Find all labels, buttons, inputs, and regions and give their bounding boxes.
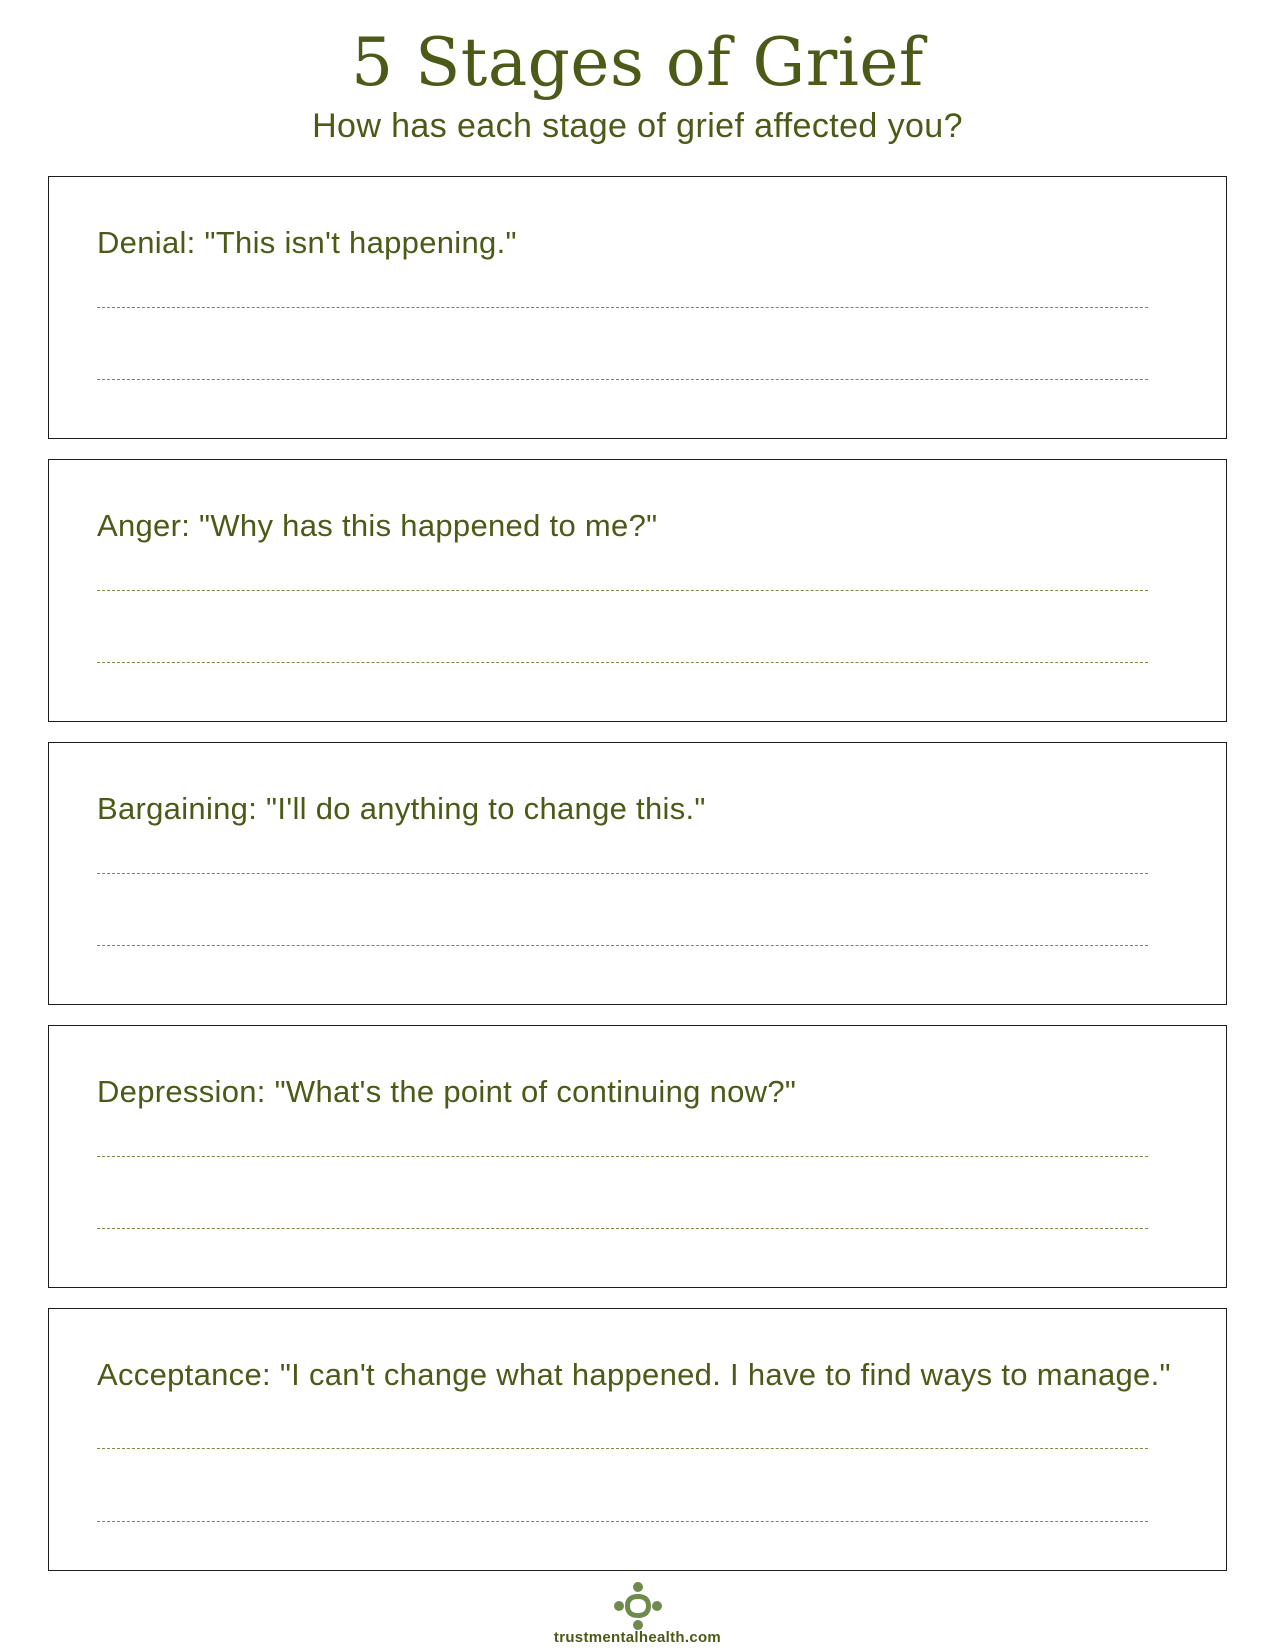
stage-box-anger (48, 459, 1227, 722)
answer-line[interactable] (97, 662, 1148, 663)
stage-label-depression: Depression: "What's the point of continuing now?" (97, 1074, 797, 1109)
stage-label-anger: Anger: "Why has this happened to me?" (97, 508, 658, 543)
worksheet-title: 5 Stages of Grief (351, 24, 924, 101)
footer-url[interactable]: trustmentalhealth.com (553, 1629, 722, 1646)
stage-box-bargaining (48, 742, 1227, 1005)
answer-line[interactable] (97, 1228, 1148, 1229)
answer-line[interactable] (97, 945, 1148, 946)
people-circle-logo-icon (611, 1580, 665, 1632)
stage-box-depression (48, 1025, 1227, 1288)
answer-line[interactable] (97, 1521, 1148, 1522)
answer-line[interactable] (97, 590, 1148, 591)
stage-box-denial (48, 176, 1227, 439)
answer-line[interactable] (97, 1156, 1148, 1157)
answer-line[interactable] (97, 1448, 1148, 1449)
stage-label-acceptance: Acceptance: "I can't change what happened. I have to find ways to manage." (97, 1357, 1171, 1392)
stage-label-denial: Denial: "This isn't happening." (97, 225, 517, 260)
stage-box-acceptance (48, 1308, 1227, 1571)
stage-label-bargaining: Bargaining: "I'll do anything to change this." (97, 791, 706, 826)
answer-line[interactable] (97, 307, 1148, 308)
answer-line[interactable] (97, 379, 1148, 380)
answer-line[interactable] (97, 873, 1148, 874)
worksheet-subtitle: How has each stage of grief affected you? (312, 107, 963, 145)
